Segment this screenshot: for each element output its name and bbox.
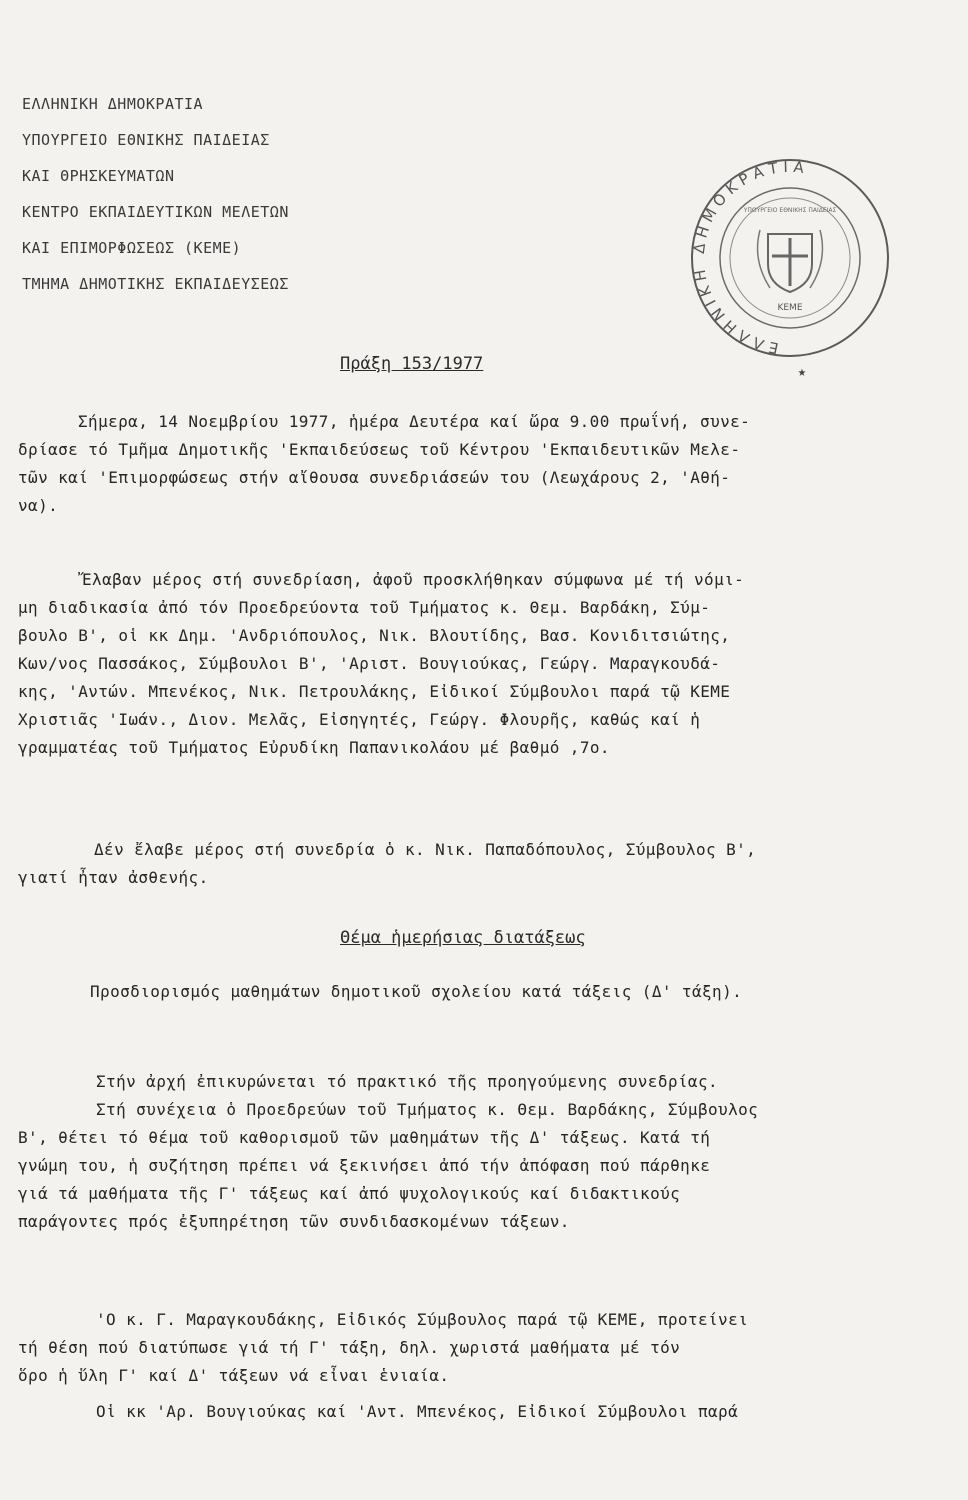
official-seal-stamp: [690, 148, 890, 380]
text-line: Β', θέτει τό θέμα τοῦ καθορισμοῦ τῶν μαθημάτων τῆς Δ' τάξεως. Κατά τή: [18, 1128, 711, 1147]
text-line: Στήν ἀρχή ἐπικυρώνεται τό πρακτικό τῆς προηγούμενης συνεδρίας.: [96, 1072, 719, 1091]
text-line: παράγοντες πρός ἐξυπηρέτηση τῶν συνδιδασκομένων τάξεων.: [18, 1212, 570, 1231]
document-title: Πράξη 153/1977: [340, 354, 484, 374]
text-line: Κων/νος Πασσάκος, Σύμβουλοι Β', 'Αριστ. Βουγιούκας, Γεώργ. Μαραγκουδά-: [18, 654, 721, 673]
text-line: γραμματέας τοῦ Τμήματος Εὐρυδίκη Παπανικολάου μέ βαθμό ,7ο.: [18, 738, 610, 757]
text-line: τή θέση πού διατύπωσε γιά τή Γ' τάξη, δηλ. χωριστά μαθήματα μέ τόν: [18, 1338, 681, 1357]
text-line: μη διαδικασία ἀπό τόν Προεδρεύοντα τοῦ Τμήματος κ. Θεμ. Βαρδάκη, Σύμ-: [18, 598, 711, 617]
paragraph: [18, 408, 958, 520]
text-line: κης, 'Αντών. Μπενέκος, Νικ. Πετρουλάκης, Εἰδικοί Σύμβουλοι παρά τῷ ΚΕΜΕ: [18, 682, 731, 701]
seal-inner-text: ΥΠΟΥΡΓΕΙΟ ΕΘΝΙΚΗΣ ΠΑΙΔΕΙΑΣ: [743, 207, 837, 214]
paragraph: [18, 1398, 958, 1426]
text-line: Στή συνέχεια ὁ Προεδρεύων τοῦ Τμήματος κ. Θεμ. Βαρδάκης, Σύμβουλος: [96, 1100, 759, 1119]
letterhead-line: ΚΕΝΤΡΟ ΕΚΠΑΙΔΕΥΤΙΚΩΝ ΜΕΛΕΤΩΝ: [22, 203, 289, 221]
star-icon: ★: [797, 364, 807, 380]
text-line: γιά τά μαθήματα τῆς Γ' τάξεως καί ἀπό ψυχολογικούς καί διδακτικούς: [18, 1184, 681, 1203]
paragraph: [18, 836, 958, 892]
letterhead-line: ΚΑΙ ΕΠΙΜΟΡΦΩΣΕΩΣ (ΚΕΜΕ): [22, 239, 242, 257]
letterhead-line: ΤΜΗΜΑ ΔΗΜΟΤΙΚΗΣ ΕΚΠΑΙΔΕΥΣΕΩΣ: [22, 275, 289, 293]
text-line: 'Ο κ. Γ. Μαραγκουδάκης, Εἰδικός Σύμβουλος παρά τῷ ΚΕΜΕ, προτείνει: [96, 1310, 749, 1329]
seal-bottom-text: ΚΕΜΕ: [777, 303, 803, 313]
text-line: ὅρο ἡ ὕλη Γ' καί Δ' τάξεων νά εἶναι ἑνιαία.: [18, 1366, 450, 1385]
letterhead-line: ΕΛΛΗΝΙΚΗ ΔΗΜΟΚΡΑΤΙΑ: [22, 95, 204, 113]
text-line: Οἱ κκ 'Αρ. Βουγιούκας καί 'Αντ. Μπενέκος, Εἰδικοί Σύμβουλοι παρά: [96, 1402, 739, 1421]
text-line: δρίασε τό Τμῆμα Δημοτικῆς 'Εκπαιδεύσεως τοῦ Κέντρου 'Εκπαιδευτικῶν Μελε-: [18, 440, 741, 459]
text-line: γνώμη του, ἡ συζήτηση πρέπει νά ξεκινήσει ἀπό τήν ἀπόφαση πού πάρθηκε: [18, 1156, 711, 1175]
paragraph: [18, 1306, 958, 1390]
text-line: Χριστιᾶς 'Ιωάν., Διον. Μελᾶς, Εἰσηγητές, Γεώργ. Φλουρῆς, καθώς καί ἡ: [18, 710, 701, 729]
letterhead-line: ΥΠΟΥΡΓΕΙΟ ΕΘΝΙΚΗΣ ΠΑΙΔΕΙΑΣ: [22, 131, 270, 149]
paragraph: [18, 1068, 958, 1096]
letterhead: [22, 86, 289, 302]
paragraph: [18, 978, 958, 1006]
text-line: βουλο Β', οἱ κκ Δημ. 'Ανδριόπουλος, Νικ. Βλουτίδης, Βασ. Κονιδιτσιώτης,: [18, 626, 731, 645]
text-line: Προσδιορισμός μαθημάτων δημοτικοῦ σχολείου κατά τάξεις (Δ' τάξη).: [90, 982, 743, 1001]
text-line: να).: [18, 496, 59, 515]
paragraph: [18, 1096, 958, 1236]
text-line: γιατί ἦταν ἀσθενής.: [18, 868, 209, 887]
text-line: Δέν ἔλαβε μέρος στή συνεδρία ὁ κ. Νικ. Παπαδόπουλος, Σύμβουλος Β',: [94, 840, 757, 859]
text-line: Σήμερα, 14 Νοεμβρίου 1977, ἡμέρα Δευτέρα καί ὥρα 9.00 πρωΐνή, συνε-: [78, 412, 751, 431]
letterhead-line: ΚΑΙ ΘΡΗΣΚΕΥΜΑΤΩΝ: [22, 167, 175, 185]
text-line: Ἔλαβαν μέρος στή συνεδρίαση, ἀφοῦ προσκλήθηκαν σύμφωνα μέ τή νόμι-: [82, 570, 745, 589]
agenda-heading: Θέμα ἡμερήσιας διατάξεως: [340, 928, 586, 948]
seal-ring-text: ΕΛΛΗΝΙΚΗ ΔΗΜΟΚΡΑΤΙΑ: [690, 157, 810, 358]
paragraph: [18, 566, 958, 762]
text-line: τῶν καί 'Επιμορφώσεως στήν αἴθουσα συνεδριάσεών του (Λεωχάρους 2, 'Αθή-: [18, 468, 731, 487]
